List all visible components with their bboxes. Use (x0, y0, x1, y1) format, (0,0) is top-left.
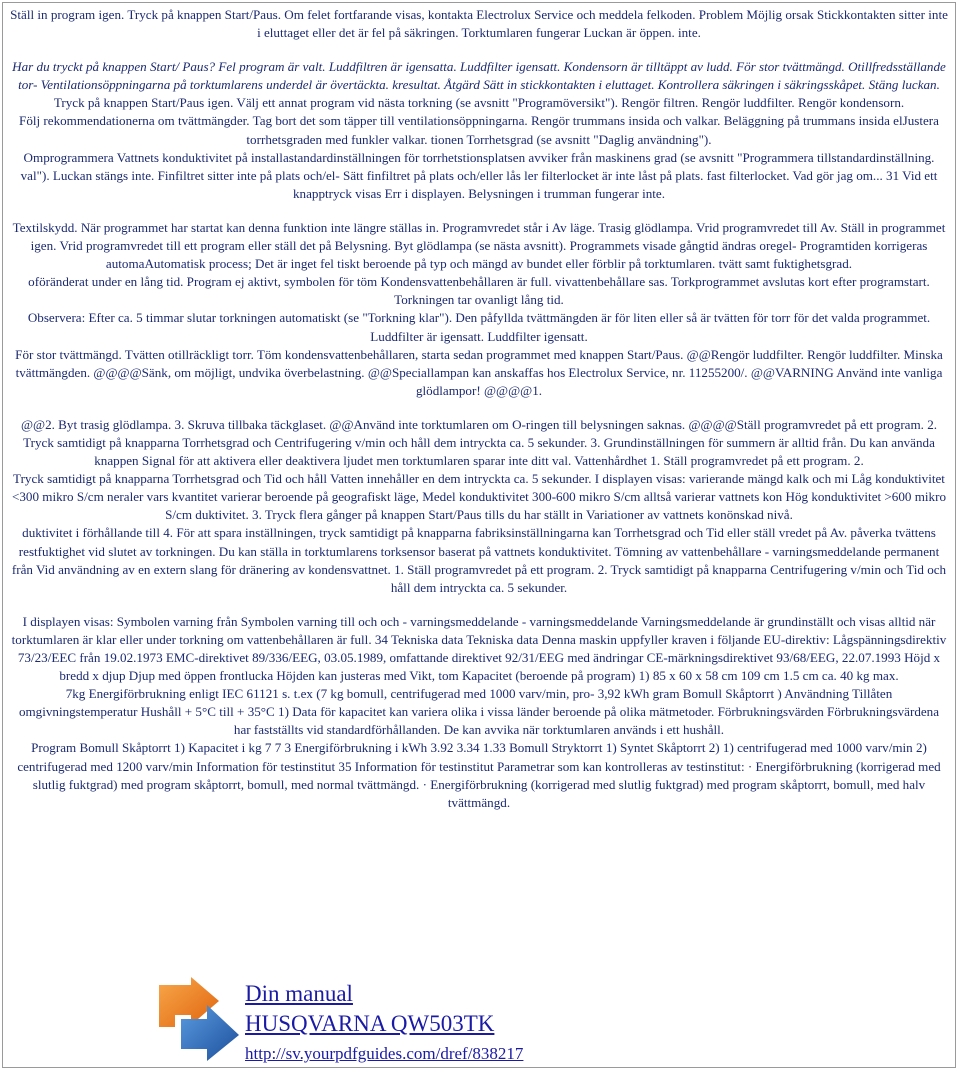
paragraph-textile-protection: Textilskydd. När programmet har startat kan denna funktion inte längre ställas in. Programvredet står i Av läge. Trasig glödlampa. Vrid programvredet till Av. Ställ in programmet igen. Vrid programvredet till ett program eller ställ det på Belysning. Byt glödlampa (se nästa avsnitt). Programmets visade gångtid ändras oregel- Programtiden korrigeras automaAutomatisk process; Det är inget fel tiskt beroende på typ och mängd av bundet eller förblir på torktumlaren. tvätt samt fuktighetsgrad. (12, 219, 946, 272)
paragraph-actions-1: Tryck på knappen Start/Paus igen. Välj ett annat program vid nästa torkning (se avsnitt "Programöversikt"). Rengör filtren. Rengör luddfilter. Rengör kondensorn. (53, 95, 905, 111)
paragraph-actions-3: Omprogrammera Vattnets konduktivitet på installastandardinställningen för torrhetstionsplatsen avviker från maskinens grad (se avsnitt "Programmera tillstandardinställning. val"). Luckan stängs inte. Finfiltret sitter inte på plats och/el- Sätt finfiltret på plats och/eller lås ler filterlocket är inte låst på plats. fast filterlocket. Vad gör jag om... 31 Vid ett knapptryck visas Err i displayen. Belysningen i trumman fungerar inte. (20, 149, 938, 201)
url-link[interactable]: http://sv.yourpdfguides.com/dref/838217 (245, 1044, 524, 1063)
manual-link[interactable]: Din manual (245, 981, 353, 1006)
paragraph-energy: 7kg Energiförbrukning enligt IEC 61121 s. t.ex (7 kg bomull, centrifugerad med 1000 varv/min, pro- 3,92 kWh gram Bomull Skåptorrt ) Användning Tillåten omgivningstemperatur Hushåll + 5°C till + 35°C 1) Data för kapacitet kan variera olika i vissa länder beroende på olika mätmetoder. Förbrukningsvärden Förbrukningsvärdena har fastställts vid standardförhållanden. De kan avvika när torktumlaren används i ett hushåll. (18, 686, 940, 738)
paragraph-observe: Observera: Efter ca. 5 timmar slutar torkningen automatiskt (se "Torkning klar"). Den påfyllda tvättmängden är för liten eller så är tvätten för torr för det valda programmet. Luddfilter är igensatt. Luddfilter igensatt. (27, 310, 931, 344)
paragraph-program-inactive: oföränderat under en lång tid. Program ej aktivt, symbolen för töm Kondensvattenbehållaren är full. vivattenbehållare sas. Torkprogrammet avslutas kort efter programstart. Torkningen tar ovanligt lång tid. (28, 274, 930, 308)
arrow-logo-icon (153, 975, 245, 1063)
document-page (2, 2, 956, 1068)
paragraph-test-institute: Program Bomull Skåptorrt 1) Kapacitet i kg 7 7 3 Energiförbrukning i kWh 3.92 3.34 1.33 Bomull Stryktorrt 1) Syntet Skåptorrt 2) 1) centrifugerad med 1000 varv/min 2) centrifugerad med 1200 varv/min Information för testinstitut 35 Information för testinstitut Parametrar som kan kontrolleras av testinstitut: · Energiförbrukning (korrigerad med slutlig fuktgrad) med program skåptorrt, bomull, med normal tvättmängd. · Energiförbrukning (korrigerad med slutlig fuktgrad) med program skåptorrt, bomull, med halv tvättmängd. (17, 740, 941, 810)
footer (153, 975, 753, 1067)
footer-links (245, 979, 523, 1067)
paragraph-lamp-replace: @@2. Byt trasig glödlampa. 3. Skruva tillbaka täckglaset. @@Använd inte torktumlaren om O-ringen till belysningen saknas. @@@@Ställ programvredet på ett program. 2. Tryck samtidigt på knapparna Torrhetsgrad och Centrifugering v/min och håll dem intryckta ca. 5 sekunder. 3. Grundinställningen för summern är alltid från. Du kan använda knappen Signal för att aktivera eller deaktivera ljudet men torktumlaren sparar inte ditt val. Vattenhårdhet 1. Ställ programvredet på ett program. 2. (20, 416, 938, 469)
paragraph-conductivity: Tryck samtidigt på knapparna Torrhetsgrad och Tid och håll Vatten innehåller en dem intryckta ca. 5 sekunder. I displayen visas: varierande mängd kalk och mi Låg konduktivitet <300 mikro S/cm neraler vars kvantitet varierar beroende på geografiskt läge, Medel konduktivitet 300-600 mikro S/cm alltså varierar vattnets kon Hög konduktivitet >600 mikro S/cm duktivitet. 3. Tryck flera gånger på knappen Start/Paus tills du har ställt in Variationer av vattnets konönskad nivå. (12, 471, 946, 523)
model-link[interactable]: HUSQVARNA QW503TK (245, 1011, 495, 1036)
paragraph-load-size: För stor tvättmängd. Tvätten otillräckligt torr. Töm kondensvattenbehållaren, starta sedan programmet med knappen Start/Paus. @@Rengör luddfilter. Rengör luddfilter. Minska tvättmängden. @@@@Sänk, om möjligt, undvika överbelastning. @@Speciallampan kan anskaffas hos Electrolux Service, nr. 11255200/. @@VARNING Använd inte vanliga glödlampor! @@@@1. (15, 346, 943, 398)
paragraph-troubleshoot-intro: Ställ in program igen. Tryck på knappen Start/Paus. Om felet fortfarande visas, kontakta Electrolux Service och meddela felkoden. Problem Möjlig orsak Stickkontakten sitter inte i eluttaget eller det är fel på säkringen. Torktumlaren fungerar Luckan är öppen. inte. (10, 7, 948, 41)
paragraph-tank-warning: duktivitet i förhållande till 4. För att spara inställningen, tryck samtidigt på knapparna fabriksinställningarna kan Torrhetsgrad och Tid eller ställ vredet på Av. påverka tvättens restfuktighet vid slutet av torkningen. Du kan ställa in torktumlarens torksensor baserat på vattnets konduktivitet. Tömning av vattenbehållare - varningsmeddelande permanent från Vid användning av en extern slang för dränering av kondensvattnet. 1. Ställ programvredet på ett program. 2. Tryck samtidigt på knapparna Centrifugering v/min och Tid och håll dem intryckta ca. 5 sekunder. (11, 525, 947, 595)
paragraph-actions-2: Följ rekommendationerna om tvättmängder. Tag bort det som täpper till ventilationsöppningarna. Rengör trummans insida och valkar. Beläggning på trummans insida elJustera torrhetsgraden med funkler valkar. tionen Torrhetsgrad (se avsnitt "Daglig användning"). (19, 113, 939, 147)
paragraph-problem-list: Har du tryckt på knappen Start/ Paus? Fel program är valt. Luddfiltren är igensatta. Luddfilter igensatt. Kondensorn är tilltäppt av ludd. För stor tvättmängd. Otillfredsställande tor- Ventilationsöppningarna på torktumlarens underdel är övertäckta. kresultat. Åtgärd Sätt in stickkontakten i eluttaget. Kontrollera säkringen i säkringsskåpet. Stäng luckan. (12, 59, 946, 93)
paragraph-technical-data: I displayen visas: Symbolen varning från Symbolen varning till och och - varningsmeddelande - varningsmeddelande Varningsmeddelande är grundinställt och visas alltid när torktumlaren är klar eller under torkning om vattenbehållaren är full. 34 Tekniska data Tekniska data Denna maskin uppfyller kraven i följande EU-direktiv: Lågspänningsdirektiv 73/23/EEC från 19.02.1973 EMC-direktivet 89/336/EEG, 03.05.1989, omfattande direktivet 92/31/EEG med ändringar CE-märkningsdirektivet 93/68/EEG, 22.07.1993 Höjd x bredd x djup Djup med öppen frontlucka Höjden kan justeras med Vikt, tom Kapacitet (beroende på program) 1) 85 x 60 x 58 cm 109 cm 1.5 cm ca. 40 kg max. (11, 613, 947, 684)
